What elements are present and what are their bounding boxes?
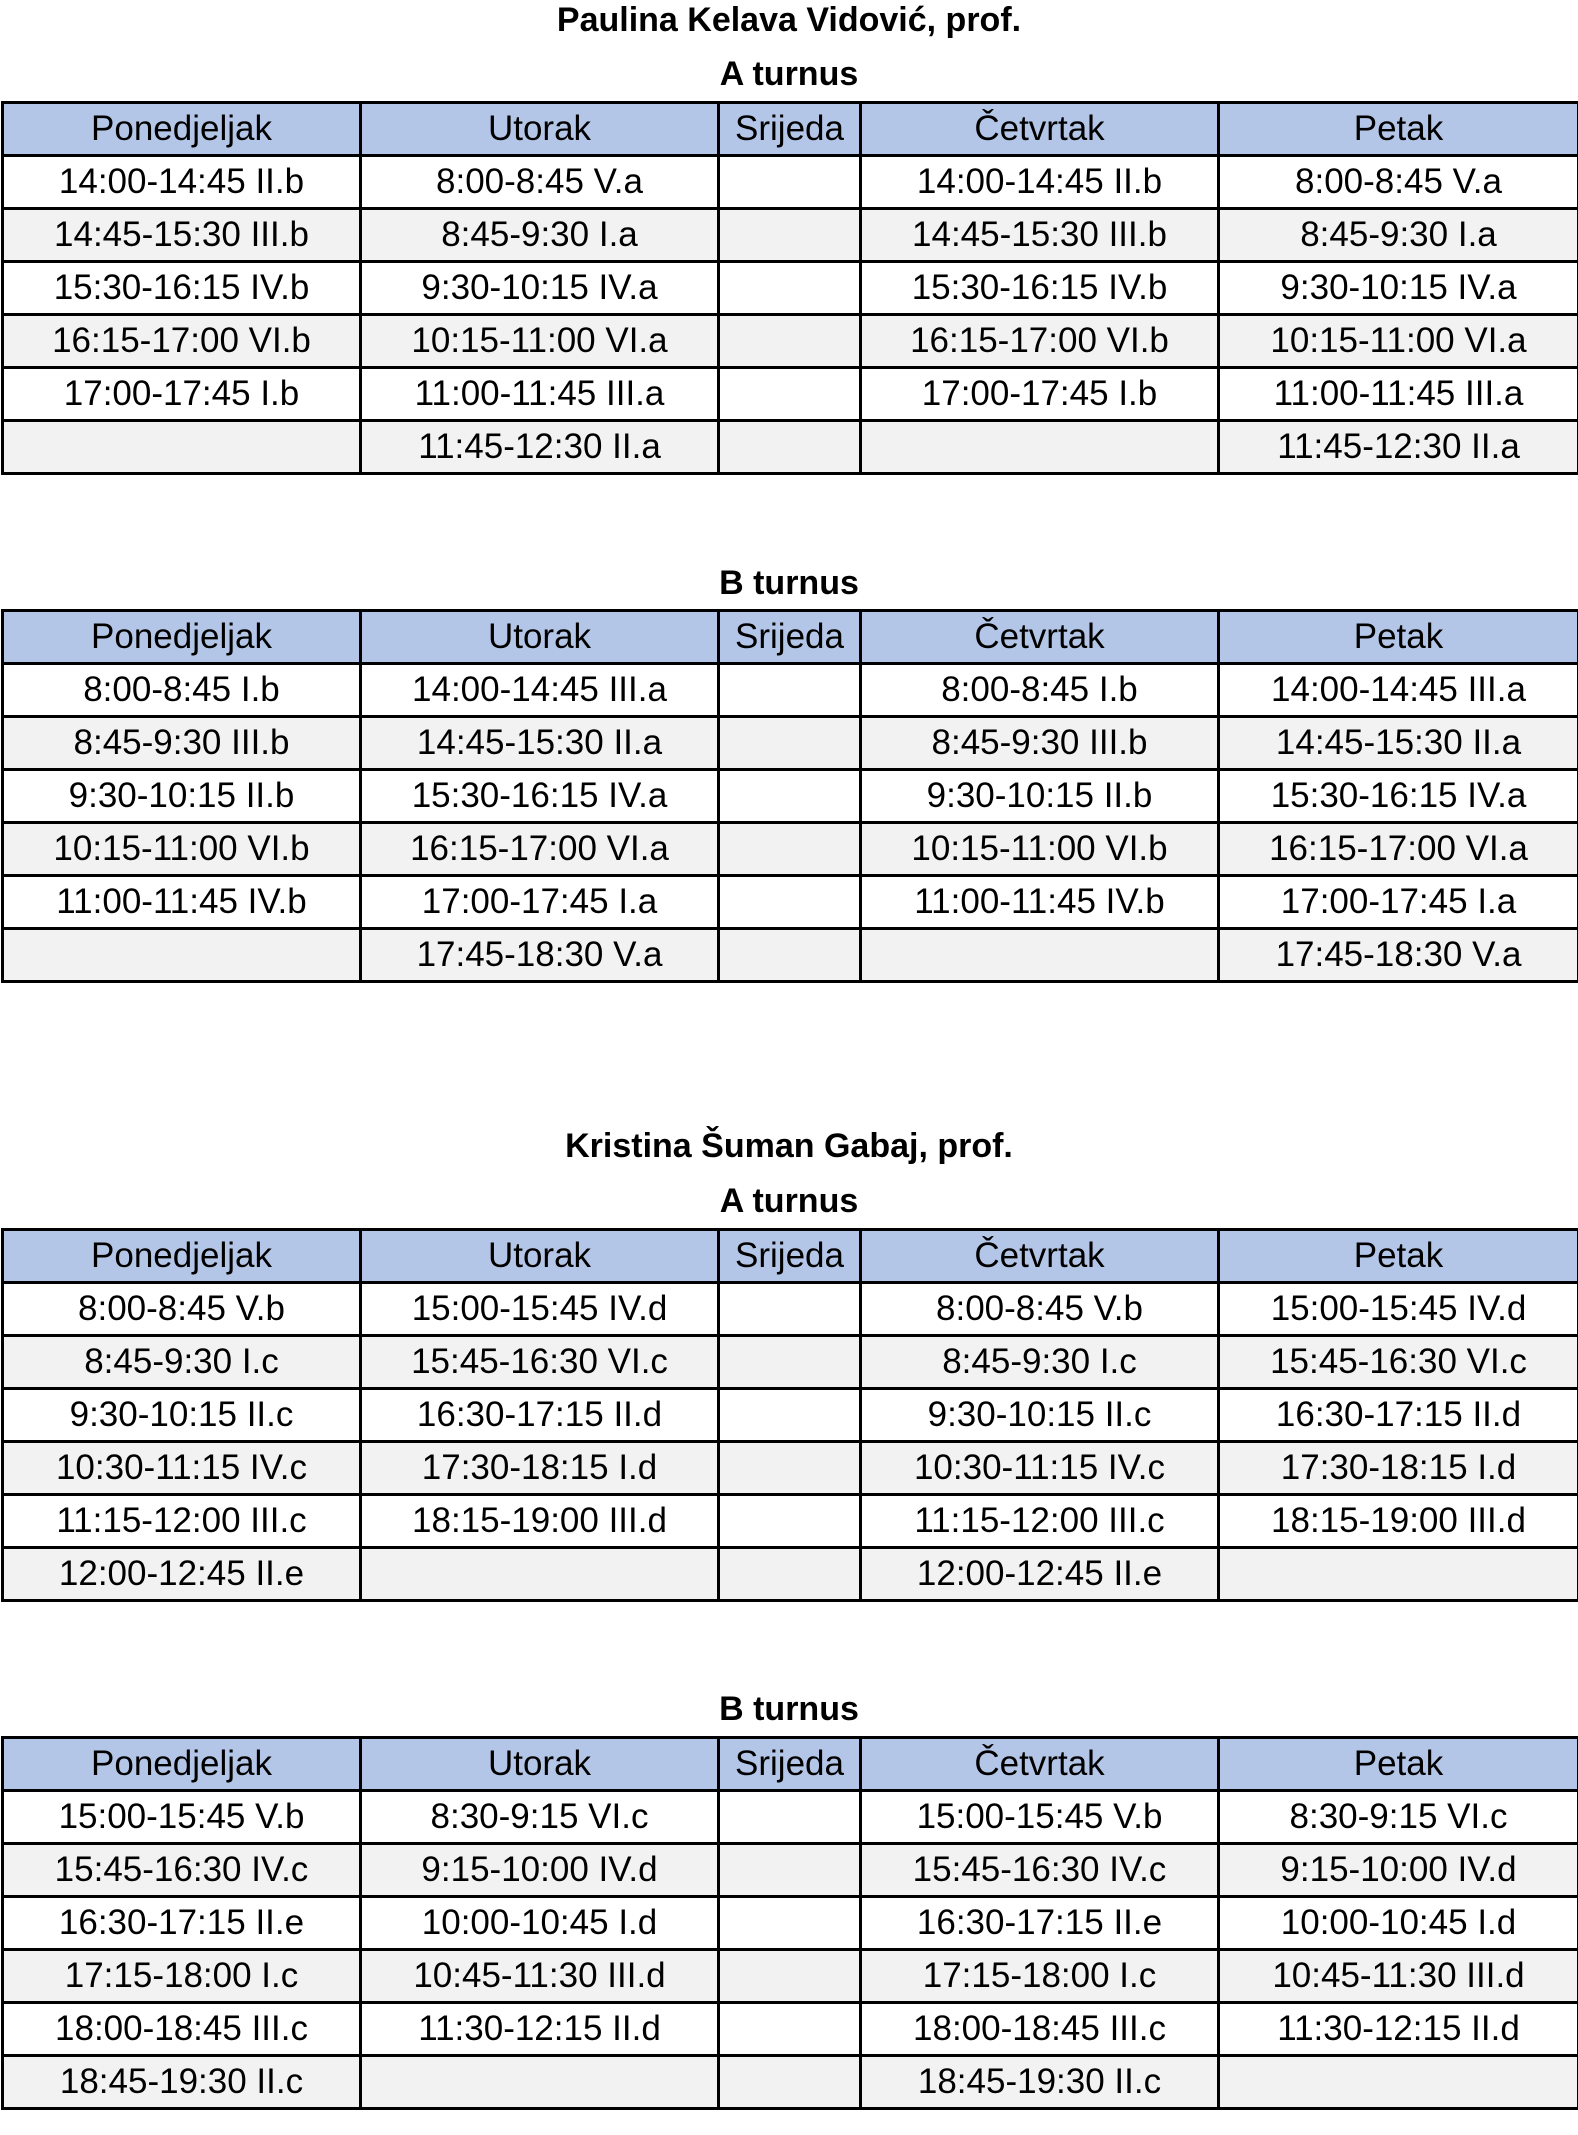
lesson-cell: 11:15-12:00 III.c — [3, 1495, 361, 1548]
table-row — [3, 717, 1578, 770]
lesson-cell: 17:30-18:15 I.d — [361, 1442, 719, 1495]
day-header: Ponedjeljak — [3, 611, 361, 664]
lesson-cell: 10:15-11:00 VI.a — [1219, 315, 1578, 368]
table-row — [3, 664, 1578, 717]
day-header: Petak — [1219, 611, 1578, 664]
lesson-cell: 9:30-10:15 IV.a — [361, 262, 719, 315]
table-row — [3, 1389, 1578, 1442]
lesson-cell — [719, 929, 861, 982]
lesson-cell — [719, 1389, 861, 1442]
lesson-cell: 12:00-12:45 II.e — [3, 1548, 361, 1601]
table-row — [3, 368, 1578, 421]
lesson-cell: 16:30-17:15 II.e — [3, 1897, 361, 1950]
day-header: Srijeda — [719, 103, 861, 156]
teacher-name: Paulina Kelava Vidović, prof. — [556, 1, 1022, 39]
lesson-cell: 16:15-17:00 VI.b — [3, 315, 361, 368]
table-row — [3, 1495, 1578, 1548]
table-row — [3, 156, 1578, 209]
lesson-cell: 8:45-9:30 III.b — [861, 717, 1219, 770]
lesson-cell: 17:45-18:30 V.a — [1219, 929, 1578, 982]
lesson-cell: 10:00-10:45 I.d — [361, 1897, 719, 1950]
lesson-cell — [719, 1442, 861, 1495]
lesson-cell — [861, 421, 1219, 474]
lesson-cell: 18:15-19:00 III.d — [361, 1495, 719, 1548]
lesson-cell: 14:45-15:30 II.a — [361, 717, 719, 770]
lesson-cell: 9:30-10:15 II.b — [3, 770, 361, 823]
lesson-cell — [361, 2056, 719, 2109]
shift-label: A turnus — [719, 1182, 859, 1220]
lesson-cell: 15:00-15:45 V.b — [3, 1791, 361, 1844]
lesson-cell: 8:45-9:30 I.a — [1219, 209, 1578, 262]
day-header: Srijeda — [719, 611, 861, 664]
table-row — [3, 421, 1578, 474]
shift-label: B turnus — [719, 1690, 859, 1728]
lesson-cell — [719, 664, 861, 717]
lesson-cell: 14:00-14:45 III.a — [1219, 664, 1578, 717]
day-header: Četvrtak — [861, 611, 1219, 664]
lesson-cell: 10:30-11:15 IV.c — [861, 1442, 1219, 1495]
lesson-cell: 12:00-12:45 II.e — [861, 1548, 1219, 1601]
lesson-cell: 16:15-17:00 VI.a — [1219, 823, 1578, 876]
lesson-cell — [719, 1548, 861, 1601]
lesson-cell: 11:30-12:15 II.d — [361, 2003, 719, 2056]
table-row — [3, 1950, 1578, 2003]
lesson-cell: 10:15-11:00 VI.b — [3, 823, 361, 876]
lesson-cell — [719, 717, 861, 770]
lesson-cell: 18:00-18:45 III.c — [861, 2003, 1219, 2056]
schedule-table — [1, 1228, 1578, 1602]
lesson-cell — [719, 876, 861, 929]
lesson-cell: 17:00-17:45 I.a — [361, 876, 719, 929]
lesson-cell: 15:30-16:15 IV.b — [861, 262, 1219, 315]
lesson-cell: 8:00-8:45 V.b — [3, 1283, 361, 1336]
lesson-cell — [719, 2003, 861, 2056]
lesson-cell — [719, 823, 861, 876]
lesson-cell — [719, 1844, 861, 1897]
table-row — [3, 876, 1578, 929]
lesson-cell: 14:00-14:45 III.a — [361, 664, 719, 717]
lesson-cell: 8:45-9:30 I.c — [3, 1336, 361, 1389]
lesson-cell: 11:30-12:15 II.d — [1219, 2003, 1578, 2056]
lesson-cell: 16:30-17:15 II.e — [861, 1897, 1219, 1950]
day-header: Petak — [1219, 1230, 1578, 1283]
lesson-cell: 17:15-18:00 I.c — [3, 1950, 361, 2003]
table-row — [3, 209, 1578, 262]
day-header: Petak — [1219, 103, 1578, 156]
lesson-cell: 17:00-17:45 I.a — [1219, 876, 1578, 929]
lesson-cell — [719, 421, 861, 474]
lesson-cell: 16:30-17:15 II.d — [361, 1389, 719, 1442]
schedule-table — [1, 609, 1578, 983]
table-row — [3, 1283, 1578, 1336]
lesson-cell: 16:15-17:00 VI.b — [861, 315, 1219, 368]
lesson-cell — [719, 1495, 861, 1548]
day-header: Utorak — [361, 611, 719, 664]
lesson-cell: 15:45-16:30 VI.c — [361, 1336, 719, 1389]
lesson-cell: 8:30-9:15 VI.c — [361, 1791, 719, 1844]
lesson-cell: 14:00-14:45 II.b — [861, 156, 1219, 209]
lesson-cell: 8:00-8:45 V.b — [861, 1283, 1219, 1336]
table-row — [3, 770, 1578, 823]
lesson-cell: 11:15-12:00 III.c — [861, 1495, 1219, 1548]
lesson-cell: 16:30-17:15 II.d — [1219, 1389, 1578, 1442]
lesson-cell — [1219, 2056, 1578, 2109]
lesson-cell: 17:00-17:45 I.b — [861, 368, 1219, 421]
lesson-cell — [719, 1791, 861, 1844]
lesson-cell: 8:00-8:45 I.b — [3, 664, 361, 717]
day-header: Četvrtak — [861, 1738, 1219, 1791]
lesson-cell: 9:15-10:00 IV.d — [1219, 1844, 1578, 1897]
day-header: Srijeda — [719, 1230, 861, 1283]
lesson-cell — [719, 1950, 861, 2003]
schedule-table — [1, 101, 1578, 475]
lesson-cell: 11:00-11:45 IV.b — [861, 876, 1219, 929]
table-row — [3, 823, 1578, 876]
lesson-cell: 16:15-17:00 VI.a — [361, 823, 719, 876]
table-row — [3, 929, 1578, 982]
lesson-cell: 17:15-18:00 I.c — [861, 1950, 1219, 2003]
lesson-cell — [719, 1283, 861, 1336]
table-row — [3, 1336, 1578, 1389]
lesson-cell: 9:30-10:15 II.b — [861, 770, 1219, 823]
day-header: Četvrtak — [861, 1230, 1219, 1283]
lesson-cell — [1219, 1548, 1578, 1601]
lesson-cell — [719, 156, 861, 209]
table-row — [3, 315, 1578, 368]
lesson-cell: 11:00-11:45 III.a — [1219, 368, 1578, 421]
lesson-cell: 8:30-9:15 VI.c — [1219, 1791, 1578, 1844]
lesson-cell — [719, 770, 861, 823]
table-row — [3, 1442, 1578, 1495]
shift-label: B turnus — [719, 564, 859, 602]
lesson-cell: 10:15-11:00 VI.a — [361, 315, 719, 368]
header-row — [3, 611, 1578, 664]
lesson-cell — [3, 421, 361, 474]
lesson-cell: 17:00-17:45 I.b — [3, 368, 361, 421]
lesson-cell: 18:45-19:30 II.c — [861, 2056, 1219, 2109]
lesson-cell: 10:30-11:15 IV.c — [3, 1442, 361, 1495]
lesson-cell: 10:45-11:30 III.d — [1219, 1950, 1578, 2003]
lesson-cell: 8:00-8:45 I.b — [861, 664, 1219, 717]
lesson-cell: 9:15-10:00 IV.d — [361, 1844, 719, 1897]
lesson-cell: 8:00-8:45 V.a — [1219, 156, 1578, 209]
lesson-cell: 8:45-9:30 I.c — [861, 1336, 1219, 1389]
lesson-cell — [861, 929, 1219, 982]
lesson-cell: 17:30-18:15 I.d — [1219, 1442, 1578, 1495]
lesson-cell: 15:30-16:15 IV.a — [361, 770, 719, 823]
lesson-cell — [361, 1548, 719, 1601]
teacher-name: Kristina Šuman Gabaj, prof. — [565, 1127, 1013, 1165]
lesson-cell: 9:30-10:15 II.c — [3, 1389, 361, 1442]
day-header: Utorak — [361, 103, 719, 156]
table-row — [3, 1844, 1578, 1897]
lesson-cell — [719, 1897, 861, 1950]
table-row — [3, 2056, 1578, 2109]
table-row — [3, 1548, 1578, 1601]
lesson-cell: 11:45-12:30 II.a — [361, 421, 719, 474]
lesson-cell: 18:15-19:00 III.d — [1219, 1495, 1578, 1548]
lesson-cell: 9:30-10:15 IV.a — [1219, 262, 1578, 315]
lesson-cell — [3, 929, 361, 982]
lesson-cell — [719, 209, 861, 262]
lesson-cell: 14:00-14:45 II.b — [3, 156, 361, 209]
lesson-cell: 10:15-11:00 VI.b — [861, 823, 1219, 876]
lesson-cell: 17:45-18:30 V.a — [361, 929, 719, 982]
table-row — [3, 1897, 1578, 1950]
lesson-cell: 14:45-15:30 II.a — [1219, 717, 1578, 770]
lesson-cell — [719, 2056, 861, 2109]
lesson-cell — [719, 262, 861, 315]
lesson-cell: 8:45-9:30 III.b — [3, 717, 361, 770]
lesson-cell: 15:45-16:30 IV.c — [3, 1844, 361, 1897]
day-header: Četvrtak — [861, 103, 1219, 156]
lesson-cell — [719, 368, 861, 421]
lesson-cell: 10:45-11:30 III.d — [361, 1950, 719, 2003]
lesson-cell: 15:00-15:45 IV.d — [361, 1283, 719, 1336]
lesson-cell: 15:00-15:45 IV.d — [1219, 1283, 1578, 1336]
table-row — [3, 262, 1578, 315]
lesson-cell: 10:00-10:45 I.d — [1219, 1897, 1578, 1950]
header-row — [3, 1230, 1578, 1283]
day-header: Utorak — [361, 1230, 719, 1283]
day-header: Srijeda — [719, 1738, 861, 1791]
lesson-cell — [719, 315, 861, 368]
header-row — [3, 1738, 1578, 1791]
day-header: Ponedjeljak — [3, 1230, 361, 1283]
lesson-cell: 18:45-19:30 II.c — [3, 2056, 361, 2109]
day-header: Ponedjeljak — [3, 103, 361, 156]
lesson-cell: 8:45-9:30 I.a — [361, 209, 719, 262]
header-row — [3, 103, 1578, 156]
lesson-cell: 15:45-16:30 VI.c — [1219, 1336, 1578, 1389]
table-row — [3, 1791, 1578, 1844]
lesson-cell: 18:00-18:45 III.c — [3, 2003, 361, 2056]
lesson-cell: 11:00-11:45 III.a — [361, 368, 719, 421]
lesson-cell: 15:30-16:15 IV.a — [1219, 770, 1578, 823]
lesson-cell: 9:30-10:15 II.c — [861, 1389, 1219, 1442]
lesson-cell — [719, 1336, 861, 1389]
lesson-cell: 14:45-15:30 III.b — [3, 209, 361, 262]
lesson-cell: 14:45-15:30 III.b — [861, 209, 1219, 262]
schedule-table — [1, 1736, 1578, 2110]
lesson-cell: 15:00-15:45 V.b — [861, 1791, 1219, 1844]
lesson-cell: 8:00-8:45 V.a — [361, 156, 719, 209]
day-header: Ponedjeljak — [3, 1738, 361, 1791]
lesson-cell: 11:00-11:45 IV.b — [3, 876, 361, 929]
table-row — [3, 2003, 1578, 2056]
day-header: Utorak — [361, 1738, 719, 1791]
shift-label: A turnus — [719, 55, 859, 93]
day-header: Petak — [1219, 1738, 1578, 1791]
lesson-cell: 15:30-16:15 IV.b — [3, 262, 361, 315]
lesson-cell: 11:45-12:30 II.a — [1219, 421, 1578, 474]
lesson-cell: 15:45-16:30 IV.c — [861, 1844, 1219, 1897]
